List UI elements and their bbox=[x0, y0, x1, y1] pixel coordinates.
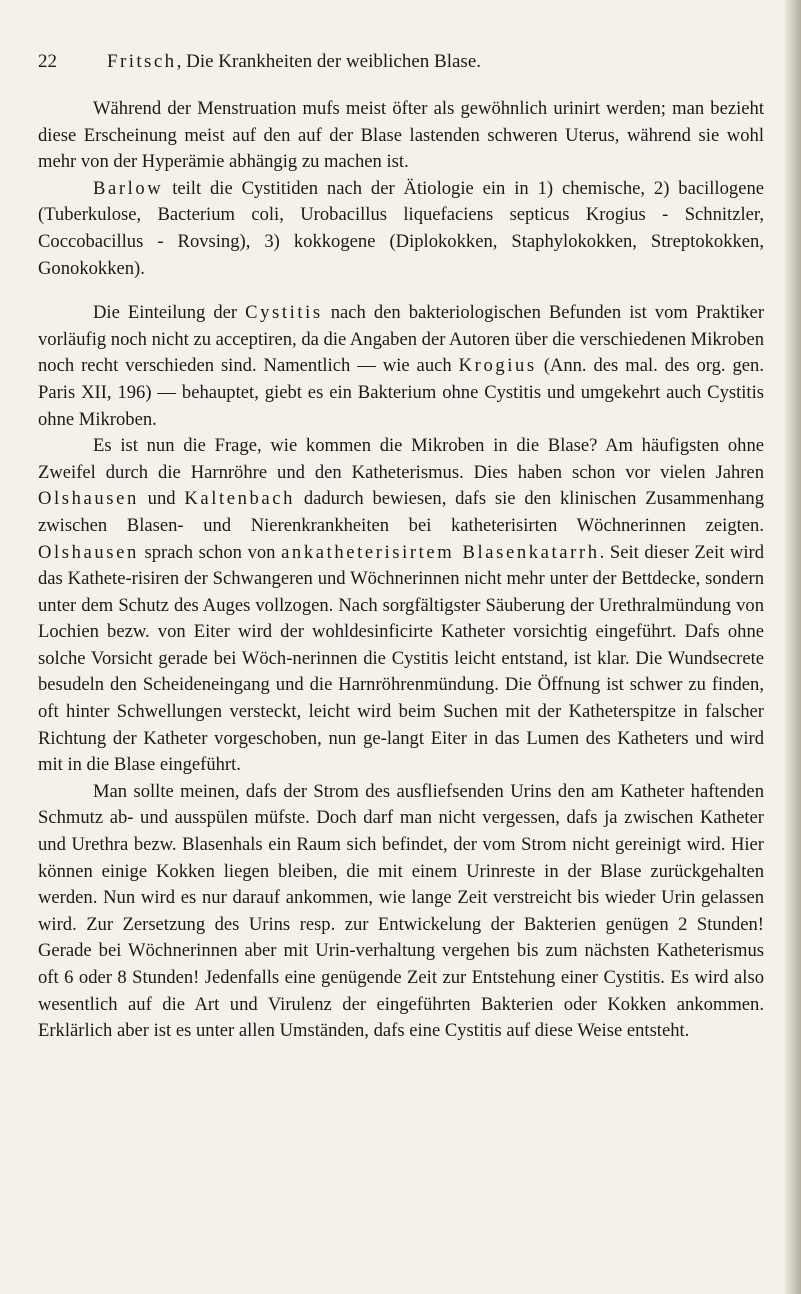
running-header bbox=[38, 50, 764, 74]
paragraph-menstruation: Während der Menstruation mufs meist öfter als gewöhnlich urinirt werden; man bezieht diese Erscheinung meist auf den auf der Blase lastenden schweren Uterus, während sie wohl mehr von der Hyperämie abhängig zu machen ist. bbox=[38, 98, 764, 173]
text-run: und bbox=[138, 488, 185, 510]
author-olshausen: Olshausen bbox=[38, 541, 139, 563]
author-barlow: Barlow bbox=[93, 177, 164, 199]
text-run: (Ann. des mal. des org. gen. Paris XII, 196) — behauptet, giebt es ein Bakterium ohne Cystitis und umgekehrt auch Cystitis ohne Mikroben. bbox=[38, 355, 764, 430]
header-title: , Die Krankheiten der weiblichen Blase. bbox=[176, 51, 482, 72]
page-number: 22 bbox=[38, 51, 57, 72]
author-olshausen: Olshausen bbox=[38, 488, 139, 510]
paragraph-barlow-text: teilt die Cystitiden nach der Ätiologie ein in 1) chemische, 2) bacillogene (Tuberkulose, Bacterium coli, Urobacillus liquefaciens septicus Krogius - Schnitzler, Coccobacillus - Rovsing), 3) kokkogene (Diplokokken, Staphylokokken, Streptokokken, Gonokokken). bbox=[38, 177, 764, 279]
body-text bbox=[38, 96, 764, 1045]
author-krogius: Krogius bbox=[458, 355, 537, 377]
text-run: nach den bakteriologischen Befunden ist vom Praktiker vorläufig noch nicht zu acceptiren, da die Angaben der Autoren über die verschiedenen Mikroben noch recht verschieden sind. Namentlich — wie auch bbox=[38, 302, 765, 377]
paragraph-einteilung bbox=[38, 300, 764, 433]
text-run: sprach schon von bbox=[138, 541, 282, 563]
running-title bbox=[107, 50, 481, 74]
text-run: Es ist nun die Frage, wie kommen die Mikroben in die Blase? Am häufigsten ohne Zweifel durch die Harnröhre und den Katheterismus. Dies haben schon vor vielen Jahren bbox=[38, 435, 764, 483]
term-blasenkatarrh: ankatheterisirtem Blasenkatarrh bbox=[281, 541, 600, 563]
header-author: Fritsch bbox=[107, 51, 177, 72]
author-kaltenbach: Kaltenbach bbox=[184, 488, 296, 510]
paragraph-katheter: Man sollte meinen, dafs der Strom des ausfliefsenden Urins den am Katheter haftenden Schmutz ab- und ausspülen müfste. Doch darf man nicht vergessen, dafs ja zwischen Katheter und Urethra bezw. Blasenhals ein Raum sich befindet, der vom Strom nicht gereinigt wird. Hier können einige Kokken liegen bleiben, die mit einem Urinreste in der Blase zurückgehalten werden. Nun wird es nur darauf ankommen, wie lange Zeit verstreicht bis wieder Urin gelassen wird. Zur Zersetzung des Urins resp. zur Entwickelung der Bakterien genügen 2 Stunden! Gerade bei Wöchnerinnen aber mit Urin-verhaltung vergehen bis zum nächsten Katheterismus oft 6 oder 8 Stunden! Jedenfalls eine genügende Zeit zur Entstehung einer Cystitis. Es wird also wesentlich auf die Art und Virulenz der eingeführten Bakterien oder Kokken ankommen. Erklärlich aber ist es unter allen Umständen, dafs eine Cystitis auf diese Weise entsteht. bbox=[38, 780, 764, 1042]
paragraph-barlow bbox=[38, 176, 764, 282]
paragraph-mikroben bbox=[38, 433, 764, 779]
text-run: Die Einteilung der bbox=[93, 302, 246, 324]
page-edge-shadow bbox=[785, 0, 801, 1294]
term-cystitis: Cystitis bbox=[245, 302, 323, 324]
text-run: dadurch bewiesen, dafs sie den klinischen Zusammenhang zwischen Blasen- und Nierenkrankheiten bei katheterisirten Wöchnerinnen zeigten. bbox=[38, 488, 764, 536]
text-run: . Seit dieser Zeit wird das Kathete-risiren der Schwangeren und Wöchnerinnen nicht mehr unter der Bettdecke, sondern unter dem Schutz des Auges vollzogen. Nach sorgfältigster Säuberung der Urethralmündung von Lochien bezw. von Eiter wird der wohldesinficirte Katheter vorsichtig eingeführt. Dafs ohne solche Vorsicht gerade bei Wöch-nerinnen die Cystitis leicht entstand, ist klar. Die Wundsecrete besudeln den Scheideneingang und die Harnröhrenmündung. Die Öffnung ist schwer zu finden, oft hinter Schwellungen versteckt, leicht wird beim Suchen mit der Katheterspitze in falscher Richtung der Katheter vorgeschoben, nun ge-langt Eiter in das Lumen des Katheters und wird mit in die Blase eingeführt. bbox=[38, 541, 764, 776]
